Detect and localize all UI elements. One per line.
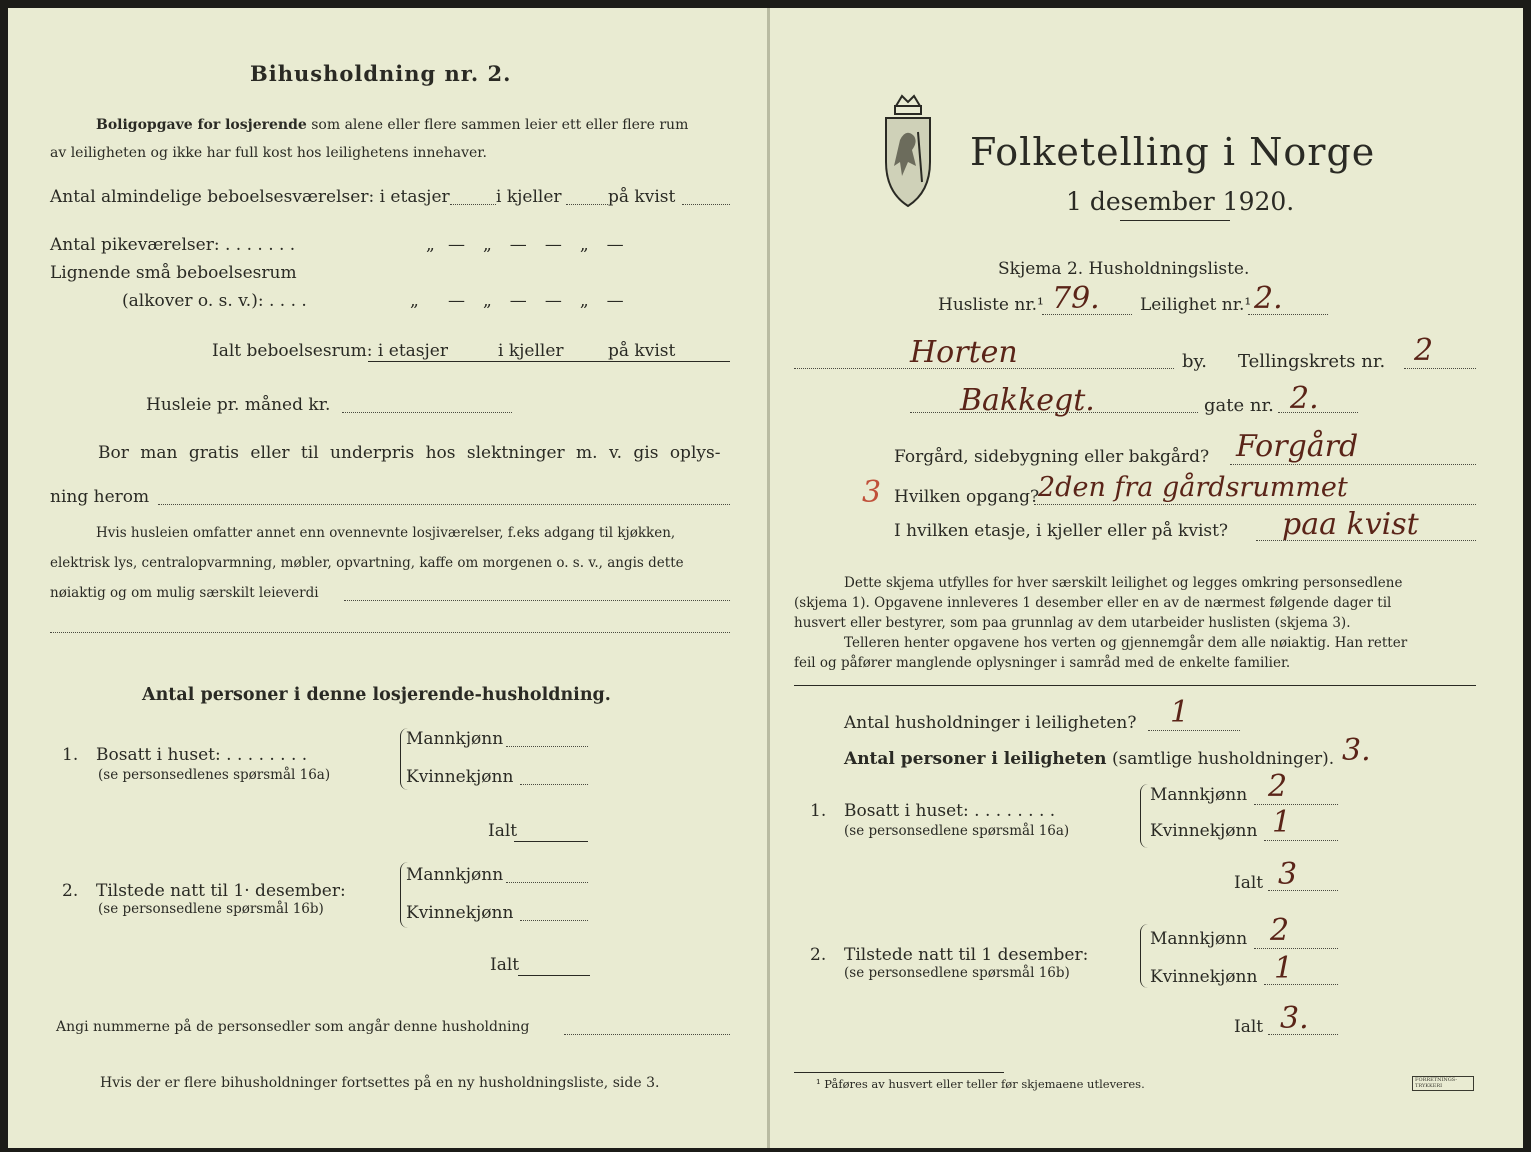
q2-number: 2.	[62, 881, 79, 901]
q1-number: 1.	[62, 745, 79, 765]
gate-value: 2.	[1290, 381, 1319, 416]
q2-label: Tilstede natt til 1· desember:	[96, 881, 346, 901]
right-page	[770, 8, 1523, 1148]
ialt-kvist-label: på kvist	[608, 341, 676, 361]
forgard-label: Forgård, sidebygning eller bakgård?	[894, 447, 1210, 467]
angi-label: Angi nummerne på de personsedler som angår denne husholdning	[56, 1019, 530, 1035]
opgang-value: 2den fra gårdsrummet	[1038, 472, 1348, 503]
schema-label: Skjema 2. Husholdningsliste.	[998, 259, 1250, 279]
q1-mann-value: 2	[1268, 769, 1288, 804]
husholdninger-label: Antal husholdninger i leiligheten?	[844, 713, 1137, 733]
intro-line-2: av leiligheten og ikke har full kost hos leilighetens innehaver.	[50, 145, 487, 161]
printer-stamp: FORRETNINGS- TRYKKERI	[1412, 1076, 1474, 1091]
krets-label: Tellingskrets nr.	[1238, 351, 1386, 372]
street-value: Bakkegt.	[960, 383, 1095, 418]
lign-quote: „	[410, 291, 419, 311]
left-page	[8, 8, 768, 1148]
footnote: ¹ Påføres av husvert eller teller før skjemaene utleveres.	[816, 1077, 1145, 1091]
q1-kvinne-label: Kvinnekjønn	[1150, 821, 1258, 841]
husholdninger-value: 1	[1170, 695, 1190, 730]
opgang-label: Hvilken opgang?	[894, 487, 1040, 507]
hvis-line-2: elektrisk lys, centralopvarmning, møbler, opvartning, kaffe om morgenen o. s. v., angis dette	[50, 555, 684, 571]
q1-kvinne-value: 1	[1272, 805, 1292, 840]
lign-label-2: (alkover o. s. v.): . . . .	[122, 291, 307, 311]
etasje-value: paa kvist	[1282, 507, 1419, 542]
margin-mark: 3	[862, 475, 882, 510]
q2-ialt-label: Ialt	[490, 955, 520, 975]
pike-quote: „	[426, 235, 435, 255]
q2-mann-label: Mannkjønn	[1150, 929, 1248, 949]
q2-kvinne-label: Kvinnekjønn	[1150, 967, 1258, 987]
q1-kvinne-label: Kvinnekjønn	[406, 767, 514, 787]
hvis-line-3: nøiaktig og om mulig særskilt leieverdi	[50, 585, 319, 601]
q2-kvinne-value: 1	[1274, 951, 1294, 986]
etasje-label: I hvilken etasje, i kjeller eller på kvist?	[894, 521, 1229, 541]
census-title: Folketelling i Norge	[970, 130, 1376, 174]
instruction-3: husvert eller bestyrer, som paa grunnlag av dem utarbeider huslisten (skjema 3).	[794, 615, 1351, 631]
pike-dashes: —„——„—	[448, 235, 642, 255]
q2-sub: (se personsedlene spørsmål 16b)	[844, 965, 1070, 981]
city-value: Horten	[910, 335, 1018, 370]
instruction-1: Dette skjema utfylles for hver særskilt leilighet og legges omkring personsedlene	[844, 575, 1403, 591]
q1-ialt-value: 3	[1278, 857, 1298, 892]
instruction-4: Telleren henter opgavene hos verten og gjennemgår dem alle nøiaktig. Han retter	[844, 635, 1408, 651]
leilighet-value: 2.	[1254, 281, 1283, 316]
census-date: 1 desember 1920.	[1066, 187, 1295, 216]
bihusholdning-title: Bihusholdning nr. 2.	[250, 61, 512, 86]
ialt-kjeller-label: i kjeller	[498, 341, 564, 361]
q2-sub: (se personsedlene spørsmål 16b)	[98, 901, 324, 917]
by-label: by.	[1182, 351, 1208, 372]
pike-label: Antal pikeværelser: . . . . . . .	[50, 235, 296, 255]
rooms-kjeller-label: i kjeller	[496, 187, 562, 207]
q1-ialt-label: Ialt	[1234, 873, 1264, 893]
rooms-kvist-label: på kvist	[608, 187, 676, 207]
left-footer: Hvis der er flere bihusholdninger fortsettes på en ny husholdningsliste, side 3.	[100, 1075, 660, 1091]
q1-mann-label: Mannkjønn	[406, 729, 504, 749]
persons-heading: Antal personer i denne losjerende-husholdning.	[142, 685, 611, 705]
instruction-5: feil og påfører manglende oplysninger i samråd med de enkelte familier.	[794, 655, 1291, 671]
husliste-label: Husliste nr.¹	[938, 295, 1044, 315]
lign-dashes: —„——„—	[448, 291, 642, 311]
ialt-rooms-label: Ialt beboelsesrum: i etasjer	[212, 341, 448, 361]
q1-sub: (se personsedlene spørsmål 16a)	[844, 823, 1070, 839]
gate-label: gate nr.	[1204, 395, 1274, 416]
instruction-2: (skjema 1). Opgavene innleveres 1 desember eller en av de nærmest følgende dager til	[794, 595, 1392, 611]
bor-line-2: ning herom	[50, 487, 150, 507]
krets-value: 2	[1414, 333, 1434, 368]
leilighet-label: Leilighet nr.¹	[1140, 295, 1252, 315]
q1-mann-label: Mannkjønn	[1150, 785, 1248, 805]
q2-number: 2.	[810, 945, 827, 965]
personer-value: 3.	[1342, 733, 1371, 768]
personer-label: Antal personer i leiligheten (samtlige husholdninger).	[844, 749, 1335, 769]
q1-label: Bosatt i huset: . . . . . . . .	[96, 745, 308, 765]
bor-line-1: Bor man gratis eller til underpris hos slektninger m. v. gis oplys-	[98, 443, 721, 463]
q2-ialt-label: Ialt	[1234, 1017, 1264, 1037]
q2-mann-label: Mannkjønn	[406, 865, 504, 885]
lign-label-1: Lignende små beboelsesrum	[50, 263, 297, 283]
q2-label: Tilstede natt til 1 desember:	[844, 945, 1089, 965]
q2-kvinne-label: Kvinnekjønn	[406, 903, 514, 923]
rooms-label: Antal almindelige beboelsesværelser: i etasjer	[50, 187, 450, 207]
husliste-value: 79.	[1052, 281, 1100, 316]
hvis-line-1: Hvis husleien omfatter annet enn ovennevnte losjiværelser, f.eks adgang til kjøkken,	[96, 525, 676, 541]
q1-ialt-label: Ialt	[488, 821, 518, 841]
intro-line-1: Boligopgave for losjerende som alene eller flere sammen leier ett eller flere rum	[96, 117, 689, 133]
q1-sub: (se personsedlenes spørsmål 16a)	[98, 767, 331, 783]
q2-ialt-value: 3.	[1280, 1001, 1309, 1036]
q2-mann-value: 2	[1270, 913, 1290, 948]
coat-of-arms-icon	[878, 92, 938, 210]
q1-number: 1.	[810, 801, 827, 821]
husleie-label: Husleie pr. måned kr.	[146, 395, 331, 415]
q1-label: Bosatt i huset: . . . . . . . .	[844, 801, 1056, 821]
forgard-value: Forgård	[1236, 429, 1359, 464]
